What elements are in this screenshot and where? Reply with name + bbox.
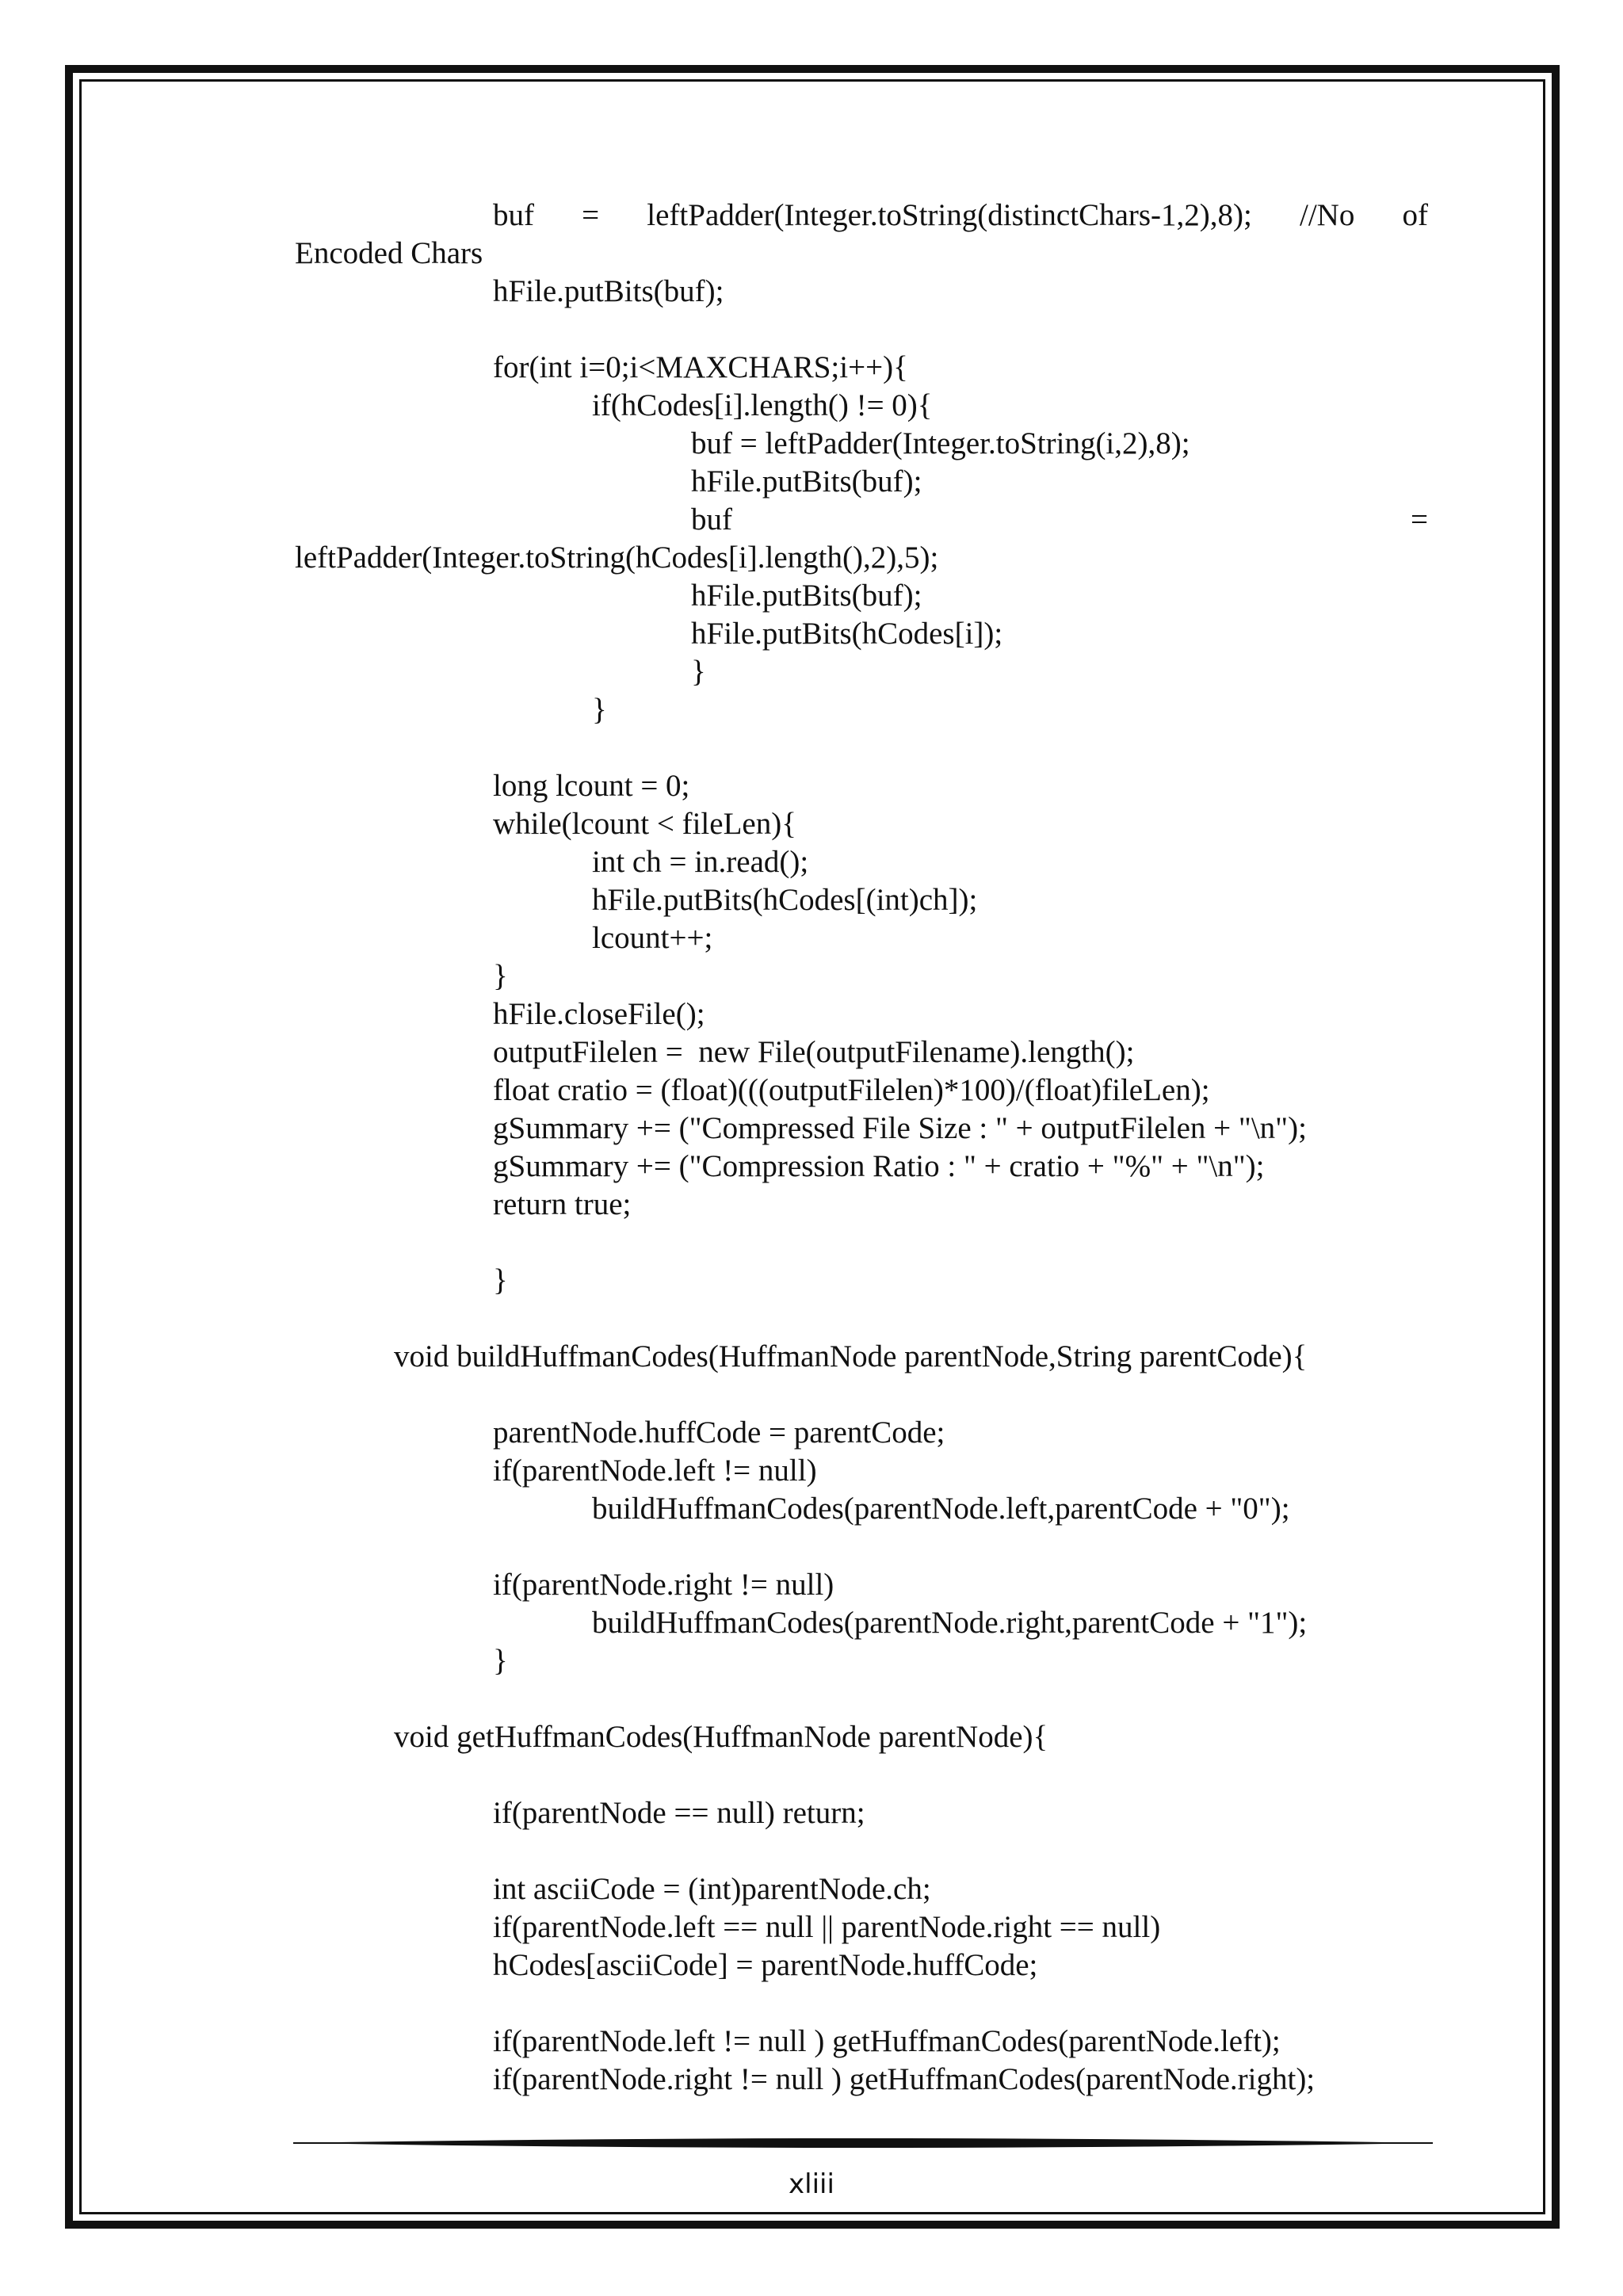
code-line: hFile.putBits(buf);: [691, 464, 922, 499]
code-line: buildHuffmanCodes(parentNode.right,parentCode + "1");: [592, 1606, 1308, 1640]
code-line: hFile.closeFile();: [493, 997, 705, 1031]
code-line: void buildHuffmanCodes(HuffmanNode parentNode,String parentCode){: [394, 1339, 1308, 1373]
code-line: buildHuffmanCodes(parentNode.left,parentCode + "0");: [592, 1492, 1290, 1526]
code-line: if(parentNode == null) return;: [493, 1796, 865, 1830]
code-line: }: [493, 1263, 508, 1297]
code-line: if(parentNode.right != null): [493, 1568, 834, 1602]
code-line: for(int i=0;i<MAXCHARS;i++){: [493, 350, 908, 384]
code-line: }: [691, 655, 706, 689]
code-line: if(parentNode.right != null ) getHuffmanCodes(parentNode.right);: [493, 2062, 1316, 2096]
code-line: }: [493, 1644, 508, 1678]
code-line: hCodes[asciiCode] = parentNode.huffCode;: [493, 1948, 1038, 1982]
code-line: int ch = in.read();: [592, 845, 809, 879]
code-token: //No: [1300, 198, 1355, 232]
code-line: gSummary += ("Compression Ratio : " + cratio + "%" + "\n");: [493, 1149, 1265, 1183]
code-line: if(hCodes[i].length() != 0){: [592, 388, 933, 422]
code-line: buf = leftPadder(Integer.toString(i,2),8);: [691, 426, 1190, 460]
code-line: [691, 501, 1428, 539]
footer-rule: [293, 2134, 1433, 2154]
code-token: buf: [493, 198, 534, 232]
code-line: float cratio = (float)(((outputFilelen)*100)/(float)fileLen);: [493, 1073, 1210, 1107]
code-line: if(parentNode.left == null || parentNode.right == null): [493, 1910, 1161, 1944]
code-line: return true;: [493, 1187, 632, 1221]
code-line: }: [592, 693, 607, 727]
code-line: [493, 197, 1428, 235]
code-token: buf: [691, 502, 732, 537]
code-line: hFile.putBits(buf);: [493, 274, 724, 308]
code-line: outputFilelen = new File(outputFilename).length();: [493, 1035, 1135, 1069]
code-line: if(parentNode.left != null ) getHuffmanCodes(parentNode.left);: [493, 2024, 1281, 2058]
code-line: }: [493, 959, 508, 993]
code-line: while(lcount < fileLen){: [493, 807, 796, 841]
code-line: if(parentNode.left != null): [493, 1454, 817, 1488]
code-line: int asciiCode = (int)parentNode.ch;: [493, 1872, 931, 1906]
code-line: lcount++;: [592, 921, 713, 955]
code-token: of: [1402, 198, 1428, 232]
code-line: leftPadder(Integer.toString(hCodes[i].length(),2),5);: [295, 541, 939, 575]
code-line: Encoded Chars: [295, 236, 483, 270]
code-token: leftPadder(Integer.toString(distinctChars-1,2),8);: [647, 198, 1252, 232]
code-line: parentNode.huffCode = parentCode;: [493, 1415, 945, 1450]
code-line: void getHuffmanCodes(HuffmanNode parentNode){: [394, 1720, 1048, 1754]
page-number: xliii: [789, 2168, 834, 2200]
code-line: hFile.putBits(hCodes[(int)ch]);: [592, 883, 978, 917]
code-line: long lcount = 0;: [493, 769, 690, 803]
code-token: =: [1411, 502, 1428, 537]
code-line: gSummary += ("Compressed File Size : " + outputFilelen + "\n");: [493, 1111, 1307, 1145]
code-line: hFile.putBits(buf);: [691, 579, 922, 613]
code-token: =: [582, 198, 600, 232]
code-line: hFile.putBits(hCodes[i]);: [691, 617, 1003, 651]
